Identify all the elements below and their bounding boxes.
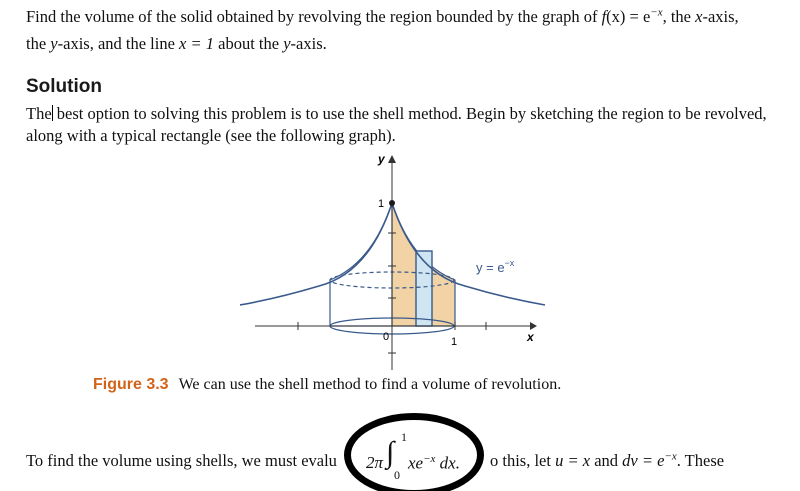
y-tick-label-1: 1	[378, 198, 385, 210]
upper-limit: 1	[401, 430, 407, 444]
line-equation: x = 1	[179, 34, 215, 53]
problem-statement	[26, 3, 771, 57]
lower-limit: 0	[394, 468, 400, 482]
problem-text: -axis.	[290, 34, 327, 53]
solution-heading: Solution	[26, 76, 102, 97]
y-variable: y	[50, 34, 58, 53]
shell-method-figure	[240, 148, 550, 373]
integral-expression	[368, 432, 488, 482]
mirror-region	[330, 203, 392, 326]
problem-text: the	[26, 34, 47, 53]
function-expression: $f(x) = e^{-x}$	[601, 6, 663, 26]
problem-text: , the	[662, 7, 692, 26]
figure-label: Figure 3.3	[93, 376, 169, 393]
curve-left	[240, 203, 392, 305]
problem-text: Find the volume of the solid obtained by revolving the region bounded by the graph of	[26, 7, 598, 26]
curve-label: $y = e^{-x}$	[476, 258, 515, 275]
caption-text: We can use the shell method to find a volume of revolution.	[178, 376, 562, 393]
y-axis-label: y	[378, 152, 385, 166]
problem-text: -axis,	[702, 7, 739, 26]
origin-label: 0	[383, 331, 390, 343]
problem-text: -axis, and the line	[57, 34, 175, 53]
y-axis-arrow	[388, 155, 396, 163]
integral-sign-icon: ∫	[386, 436, 395, 469]
figure-caption	[93, 376, 561, 394]
solution-text: The best option to solving this problem is to use the shell method. Begin by sketching the region to be revolved, along with a typical rectangle (see the following graph).	[26, 104, 767, 145]
bottom-text-end: o this, let u = x and dv = $e^{-x}$. These	[490, 450, 725, 470]
bottom-text-start: To find the volume using shells, we must evalu	[26, 451, 337, 470]
x-axis-label: x	[527, 330, 534, 344]
problem-text: about the	[218, 34, 280, 53]
x-tick-label-1: 1	[451, 336, 458, 348]
integrand: $xe^{-x}$ dx.	[408, 453, 460, 473]
u-substitution: u = x	[555, 451, 591, 470]
x-variable: x	[695, 7, 703, 26]
point-0-1	[389, 200, 395, 206]
y-variable: y	[283, 34, 291, 53]
x-axis-arrow	[530, 322, 537, 330]
dv-substitution: dv = $e^{-x}$	[622, 450, 677, 470]
integral-coefficient: 2π	[366, 453, 384, 472]
